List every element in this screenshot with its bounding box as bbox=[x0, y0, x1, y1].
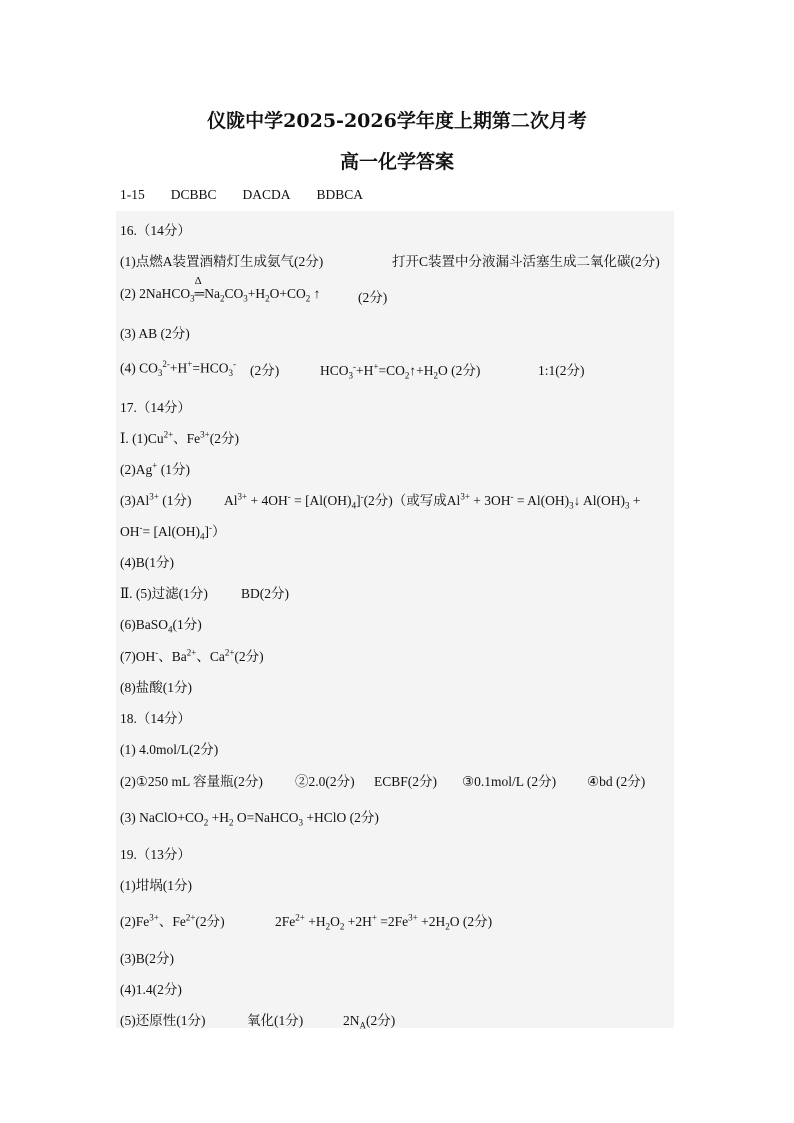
q18-line-3 bbox=[120, 806, 379, 828]
q17-line-8: (8)盐酸(1分) bbox=[120, 680, 192, 695]
eq-text: 、Ca bbox=[196, 649, 225, 664]
eq-sup: - bbox=[155, 647, 159, 658]
q19-line-4: (4)1.4(2分) bbox=[120, 982, 182, 997]
eq-text: +H bbox=[169, 360, 188, 376]
eq-text: ↑+H bbox=[409, 363, 434, 378]
eq-text: (7)OH bbox=[120, 649, 156, 664]
eq-text: = Al(OH) bbox=[513, 493, 570, 508]
q19-line-1: (1)坩埚(1分) bbox=[120, 878, 192, 893]
q17-header: 17.（14分） bbox=[120, 400, 191, 415]
eq-sub: 4 bbox=[351, 500, 357, 511]
eq-text: Na bbox=[204, 286, 220, 301]
eq-text: +H bbox=[208, 810, 229, 825]
eq-sub: 2 bbox=[203, 817, 209, 828]
eq-text: 、Ba bbox=[158, 649, 187, 664]
eq-text: +HClO (2分) bbox=[302, 810, 379, 825]
eq-text: 、Fe bbox=[158, 914, 186, 929]
eq-sup: + bbox=[187, 359, 193, 369]
eq-text: +2H bbox=[344, 914, 372, 929]
up-arrow: ↑ bbox=[310, 286, 321, 301]
eq-sub: 4 bbox=[168, 624, 173, 635]
eq-text: +H bbox=[304, 914, 326, 929]
eq-sub: 2 bbox=[325, 921, 331, 932]
eq-sign: ═ bbox=[194, 286, 205, 301]
q19-line-5 bbox=[120, 1009, 396, 1031]
eq-text: 2N bbox=[343, 1013, 360, 1028]
eq-text: =CO bbox=[378, 363, 405, 378]
eq-text: OH bbox=[120, 524, 140, 539]
q19-2b bbox=[275, 910, 492, 932]
eq-sup: + bbox=[371, 912, 377, 923]
eq-sub: A bbox=[359, 1020, 366, 1031]
eq-text: (1分) bbox=[157, 462, 190, 477]
document-title: 仪陇中学2025-2026学年度上期第二次月考 bbox=[207, 110, 587, 132]
q16-line-3: (3) AB (2分) bbox=[120, 326, 190, 341]
eq-text: = [Al(OH) bbox=[290, 493, 352, 508]
eq-text: + bbox=[629, 493, 641, 508]
eq-sub: 2 bbox=[305, 293, 311, 304]
eq-sup: - bbox=[287, 491, 291, 502]
eq-text: 、Fe bbox=[173, 431, 201, 446]
q16-4c: 1:1(2分) bbox=[538, 363, 585, 378]
eq-sup: 3+ bbox=[149, 912, 159, 923]
q18-2b: ②2.0(2分) bbox=[295, 774, 355, 789]
eq-sup: - bbox=[353, 361, 357, 372]
eq-sub: 2 bbox=[433, 370, 438, 381]
eq-text: (2分) bbox=[209, 431, 239, 446]
eq-text: (2分) bbox=[234, 649, 264, 664]
eq-text: (2) 2NaHCO bbox=[120, 286, 191, 301]
q19-5b: 氧化(1分) bbox=[247, 1013, 304, 1028]
eq-text: CO bbox=[224, 286, 244, 301]
q17-line-1 bbox=[120, 427, 239, 447]
q19-line-2 bbox=[120, 910, 493, 932]
q17-line-3 bbox=[120, 489, 641, 511]
eq-sub: 2 bbox=[228, 817, 234, 828]
q17-line-2 bbox=[120, 458, 190, 478]
eq-text: (2)Ag bbox=[120, 462, 153, 477]
eq-text: (3)Al bbox=[120, 493, 150, 508]
eq-text: O bbox=[330, 914, 340, 929]
eq-sup: 2+ bbox=[163, 429, 174, 440]
mc-answers-line bbox=[120, 187, 389, 203]
eq-sub: 3 bbox=[569, 500, 574, 511]
q18-2a: (2)①250 mL 容量瓶(2分) bbox=[120, 774, 263, 789]
eq-text: (2分) bbox=[195, 914, 225, 929]
delta-symbol: Δ bbox=[194, 275, 202, 287]
mc-group-1: DCBBC bbox=[170, 187, 217, 202]
eq-sup: 2+ bbox=[295, 912, 305, 923]
eq-text: 2Fe bbox=[275, 914, 296, 929]
q17-line-3-cont bbox=[120, 520, 225, 542]
eq-sup: - bbox=[139, 522, 143, 533]
eq-text: ] bbox=[356, 493, 361, 508]
eq-sub: 3 bbox=[190, 293, 195, 304]
q16-line-1 bbox=[120, 250, 660, 270]
q19-line-3: (3)B(2分) bbox=[120, 951, 174, 966]
eq-text: O+CO bbox=[269, 286, 306, 301]
eq-text: O (2分) bbox=[449, 914, 493, 929]
eq-sup: - bbox=[510, 491, 514, 502]
eq-sup: 3+ bbox=[149, 491, 159, 502]
mc-range: 1-15 bbox=[120, 187, 145, 202]
q17-line-5 bbox=[120, 582, 289, 602]
eq-sup: 3+ bbox=[408, 912, 418, 923]
eq-text: + 3OH bbox=[469, 493, 511, 508]
eq-text: =HCO bbox=[192, 360, 229, 376]
score: (2分) bbox=[358, 290, 388, 305]
eq-sup: + bbox=[373, 361, 379, 372]
eq-text: (2)Fe bbox=[120, 914, 150, 929]
eq-sub: 4 bbox=[199, 531, 205, 542]
eq-sub: 3 bbox=[625, 500, 630, 511]
eq-text: (4) CO bbox=[120, 360, 158, 376]
q19-header: 19.（13分） bbox=[120, 847, 191, 862]
q18-2c: ECBF(2分) bbox=[374, 774, 438, 789]
eq-sup: - bbox=[232, 359, 236, 369]
eq-sup: 3+ bbox=[237, 491, 248, 502]
q16-1b: 打开C装置中分液漏斗活塞生成二氧化碳(2分) bbox=[392, 254, 660, 269]
eq-text: Ⅰ. (1)Cu bbox=[120, 431, 164, 446]
eq-sub: 3 bbox=[298, 817, 303, 828]
eq-sup: 2+ bbox=[224, 647, 235, 658]
q17-3b bbox=[224, 489, 641, 511]
q17-line-4: (4)B(1分) bbox=[120, 555, 174, 570]
q19-5c bbox=[343, 1009, 395, 1031]
q17-line-7 bbox=[120, 645, 264, 665]
q18-line-2 bbox=[120, 770, 646, 790]
eq-text: ] bbox=[204, 524, 209, 539]
q18-header: 18.（14分） bbox=[120, 711, 191, 726]
eq-sup: 3+ bbox=[460, 491, 470, 502]
eq-text: (2分)（或写成Al bbox=[363, 493, 461, 508]
eq-sup: - bbox=[360, 491, 364, 502]
eq-sup: + bbox=[152, 460, 158, 471]
eq-sup: 2- bbox=[162, 359, 170, 369]
eq-text: ↓ Al(OH) bbox=[573, 493, 625, 508]
eq-sub: 3 bbox=[228, 368, 233, 379]
eq-text: = [Al(OH) bbox=[142, 524, 200, 539]
score: (2分) bbox=[250, 363, 280, 378]
eq-sup: 3+ bbox=[200, 429, 210, 440]
eq-text: =2Fe bbox=[376, 914, 409, 929]
eq-text: + 4OH bbox=[247, 493, 288, 508]
eq-text: ） bbox=[211, 524, 226, 539]
eq-sub: 2 bbox=[445, 921, 450, 932]
eq-text: (3) NaClO+CO bbox=[120, 810, 204, 825]
eq-text: HCO bbox=[320, 363, 349, 378]
q19-5a: (5)还原性(1分) bbox=[120, 1013, 206, 1028]
q16-1a: (1)点燃A装置酒精灯生成氨气(2分) bbox=[120, 254, 324, 269]
eq-text: (2分) bbox=[366, 1013, 396, 1028]
q16-header: 16.（14分） bbox=[120, 223, 191, 238]
q16-4b bbox=[320, 359, 480, 381]
q16-line-4 bbox=[120, 359, 585, 381]
eq-sup: - bbox=[208, 522, 212, 533]
eq-sup: 2+ bbox=[185, 912, 196, 923]
eq-text: (1分) bbox=[158, 493, 192, 508]
eq-sub: 2 bbox=[339, 921, 345, 932]
q18-2d: ③0.1mol/L (2分) bbox=[462, 774, 557, 789]
eq-text: +H bbox=[247, 286, 266, 301]
q17-line-6 bbox=[120, 613, 202, 635]
eq-sub: 3 bbox=[243, 293, 248, 304]
document-subtitle: 高一化学答案 bbox=[339, 151, 454, 173]
eq-sub: 3 bbox=[157, 368, 163, 379]
eq-sub: 2 bbox=[265, 293, 270, 304]
eq-text: +H bbox=[356, 363, 374, 378]
eq-sub: 2 bbox=[404, 370, 410, 381]
eq-sub: 3 bbox=[348, 370, 354, 381]
q18-line-1: (1) 4.0mol/L(2分) bbox=[120, 742, 219, 757]
mc-group-2: DACDA bbox=[242, 187, 291, 202]
eq-text: O=NaHCO bbox=[233, 810, 299, 825]
eq-text: Al bbox=[224, 493, 238, 508]
eq-text: O (2分) bbox=[437, 363, 481, 378]
eq-text: +2H bbox=[417, 914, 446, 929]
q16-line-2 bbox=[120, 275, 388, 305]
eq-text: (1分) bbox=[172, 617, 202, 632]
eq-sup: 2+ bbox=[186, 647, 197, 658]
eq-sub: 2 bbox=[219, 293, 225, 304]
q18-2e: ④bd (2分) bbox=[587, 774, 646, 789]
eq-text: (6)BaSO bbox=[120, 617, 168, 632]
mc-group-3: BDBCA bbox=[316, 187, 364, 202]
q17-5b: BD(2分) bbox=[241, 586, 289, 601]
q17-5a: Ⅱ. (5)过滤(1分) bbox=[120, 586, 208, 601]
heat-equals bbox=[194, 275, 205, 301]
